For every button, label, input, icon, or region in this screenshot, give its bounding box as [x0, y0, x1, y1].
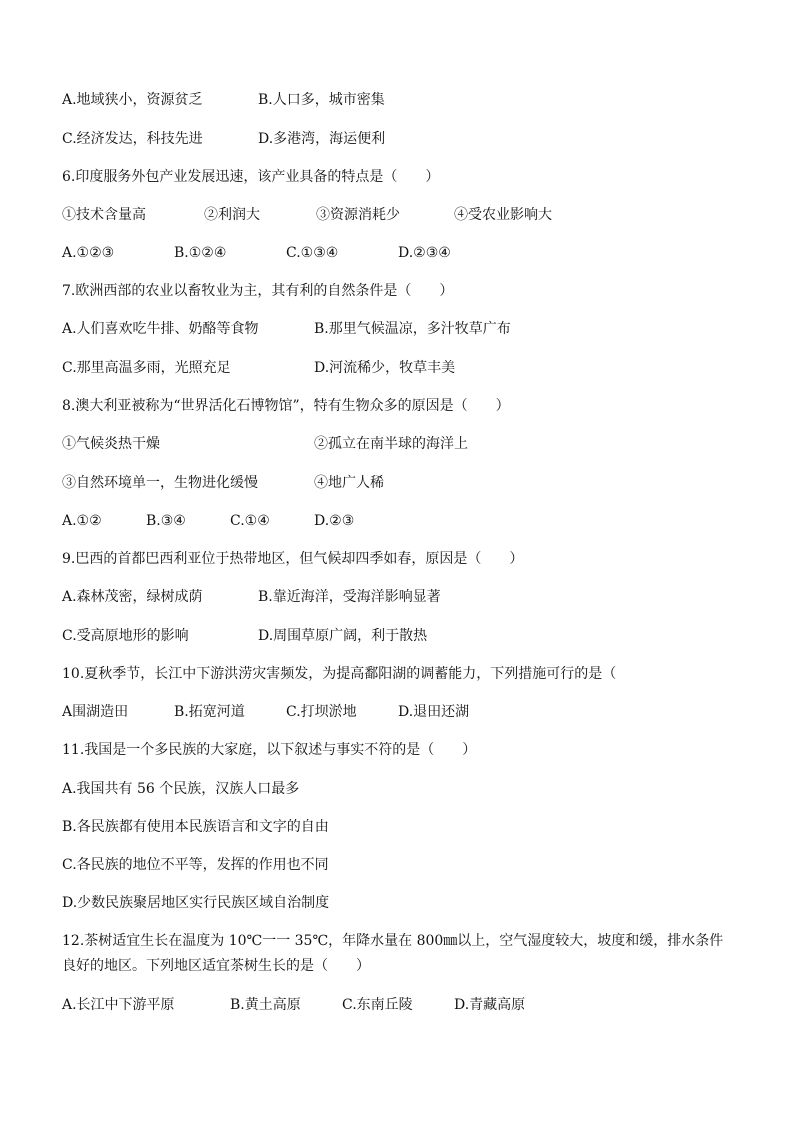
q10-option-a: A围湖造田 — [62, 704, 129, 720]
q9-option-d: D.周围草原广阔，利于散热 — [258, 628, 428, 644]
q8-item-1: ①气候炎热干燥 — [62, 436, 160, 452]
q7-option-b: B.那里气候温凉，多汁牧草广布 — [314, 321, 511, 337]
q12-option-c: C.东南丘陵 — [342, 997, 413, 1013]
q11-option-b: B.各民族都有使用本民族语言和文字的自由 — [62, 819, 329, 835]
q5-option-c: C.经济发达，科技先进 — [62, 131, 203, 147]
q5-option-a: A.地域狭小，资源贫乏 — [62, 92, 203, 108]
q9-option-b: B.靠近海洋，受海洋影响显著 — [258, 589, 441, 605]
q11-option-c: C.各民族的地位不平等，发挥的作用也不同 — [62, 857, 329, 873]
q6-option-b: B.①②④ — [174, 245, 227, 261]
q6-stem: 6.印度服务外包产业发展迅速，该产业具备的特点是（ ） — [62, 169, 440, 185]
q11-option-d: D.少数民族聚居地区实行民族区域自治制度 — [62, 895, 330, 911]
q11-option-a: A.我国共有 56 个民族，汉族人口最多 — [62, 781, 300, 797]
q9-option-c: C.受高原地形的影响 — [62, 628, 189, 644]
q8-item-4: ④地广人稀 — [314, 475, 384, 491]
q8-option-a: A.①② — [62, 513, 102, 529]
q12-option-b: B.黄土高原 — [230, 997, 301, 1013]
q8-option-b: B.③④ — [146, 513, 186, 529]
q10-stem: 10.夏秋季节，长江中下游洪涝灾害频发，为提高鄱阳湖的调蓄能力，下列措施可行的是（ — [62, 666, 617, 682]
q7-option-c: C.那里高温多雨，光照充足 — [62, 360, 231, 376]
q11-stem: 11.我国是一个多民族的大家庭，以下叙述与事实不符的是（ ） — [62, 742, 477, 758]
q6-option-d: D.②③④ — [398, 245, 451, 261]
q6-item-1: ①技术含量高 — [62, 207, 146, 223]
q7-stem: 7.欧洲西部的农业以畜牧业为主，其有利的自然条件是（ ） — [62, 283, 454, 299]
q6-item-2: ②利润大 — [204, 207, 260, 223]
q6-option-c: C.①③④ — [286, 245, 339, 261]
q7-option-d: D.河流稀少，牧草丰美 — [314, 360, 456, 376]
q6-item-4: ④受农业影响大 — [454, 207, 552, 223]
q6-item-3: ③资源消耗少 — [316, 207, 400, 223]
q5-option-d: D.多港湾，海运便利 — [258, 131, 386, 147]
q10-option-b: B.拓宽河道 — [174, 704, 245, 720]
q8-item-3: ③自然环境单一，生物进化缓慢 — [62, 475, 258, 491]
q5-option-b: B.人口多，城市密集 — [258, 92, 385, 108]
q10-option-c: C.打坝淤地 — [286, 704, 357, 720]
q8-option-c: C.①④ — [230, 513, 270, 529]
q9-stem: 9.巴西的首都巴西利亚位于热带地区，但气候却四季如春，原因是（ ） — [62, 551, 524, 567]
q8-option-d: D.②③ — [314, 513, 355, 529]
q6-option-a: A.①②③ — [62, 245, 115, 261]
q8-stem: 8.澳大利亚被称为“世界活化石博物馆”，特有生物众多的原因是（ ） — [62, 398, 510, 414]
q12-option-a: A.长江中下游平原 — [62, 997, 175, 1013]
q12-option-d: D.青藏高原 — [454, 997, 526, 1013]
q7-option-a: A.人们喜欢吃牛排、奶酪等食物 — [62, 321, 259, 337]
q8-item-2: ②孤立在南半球的海洋上 — [314, 436, 468, 452]
q9-option-a: A.森林茂密，绿树成荫 — [62, 589, 203, 605]
q12-stem: 12.茶树适宜生长在温度为 10℃一一 35℃，年降水量在 800㎜以上，空气湿度较大，坡度和缓，排水条件良好的地区。下列地区适宜茶树生长的是（ ） — [62, 933, 724, 974]
q10-option-d: D.退田还湖 — [398, 704, 470, 720]
